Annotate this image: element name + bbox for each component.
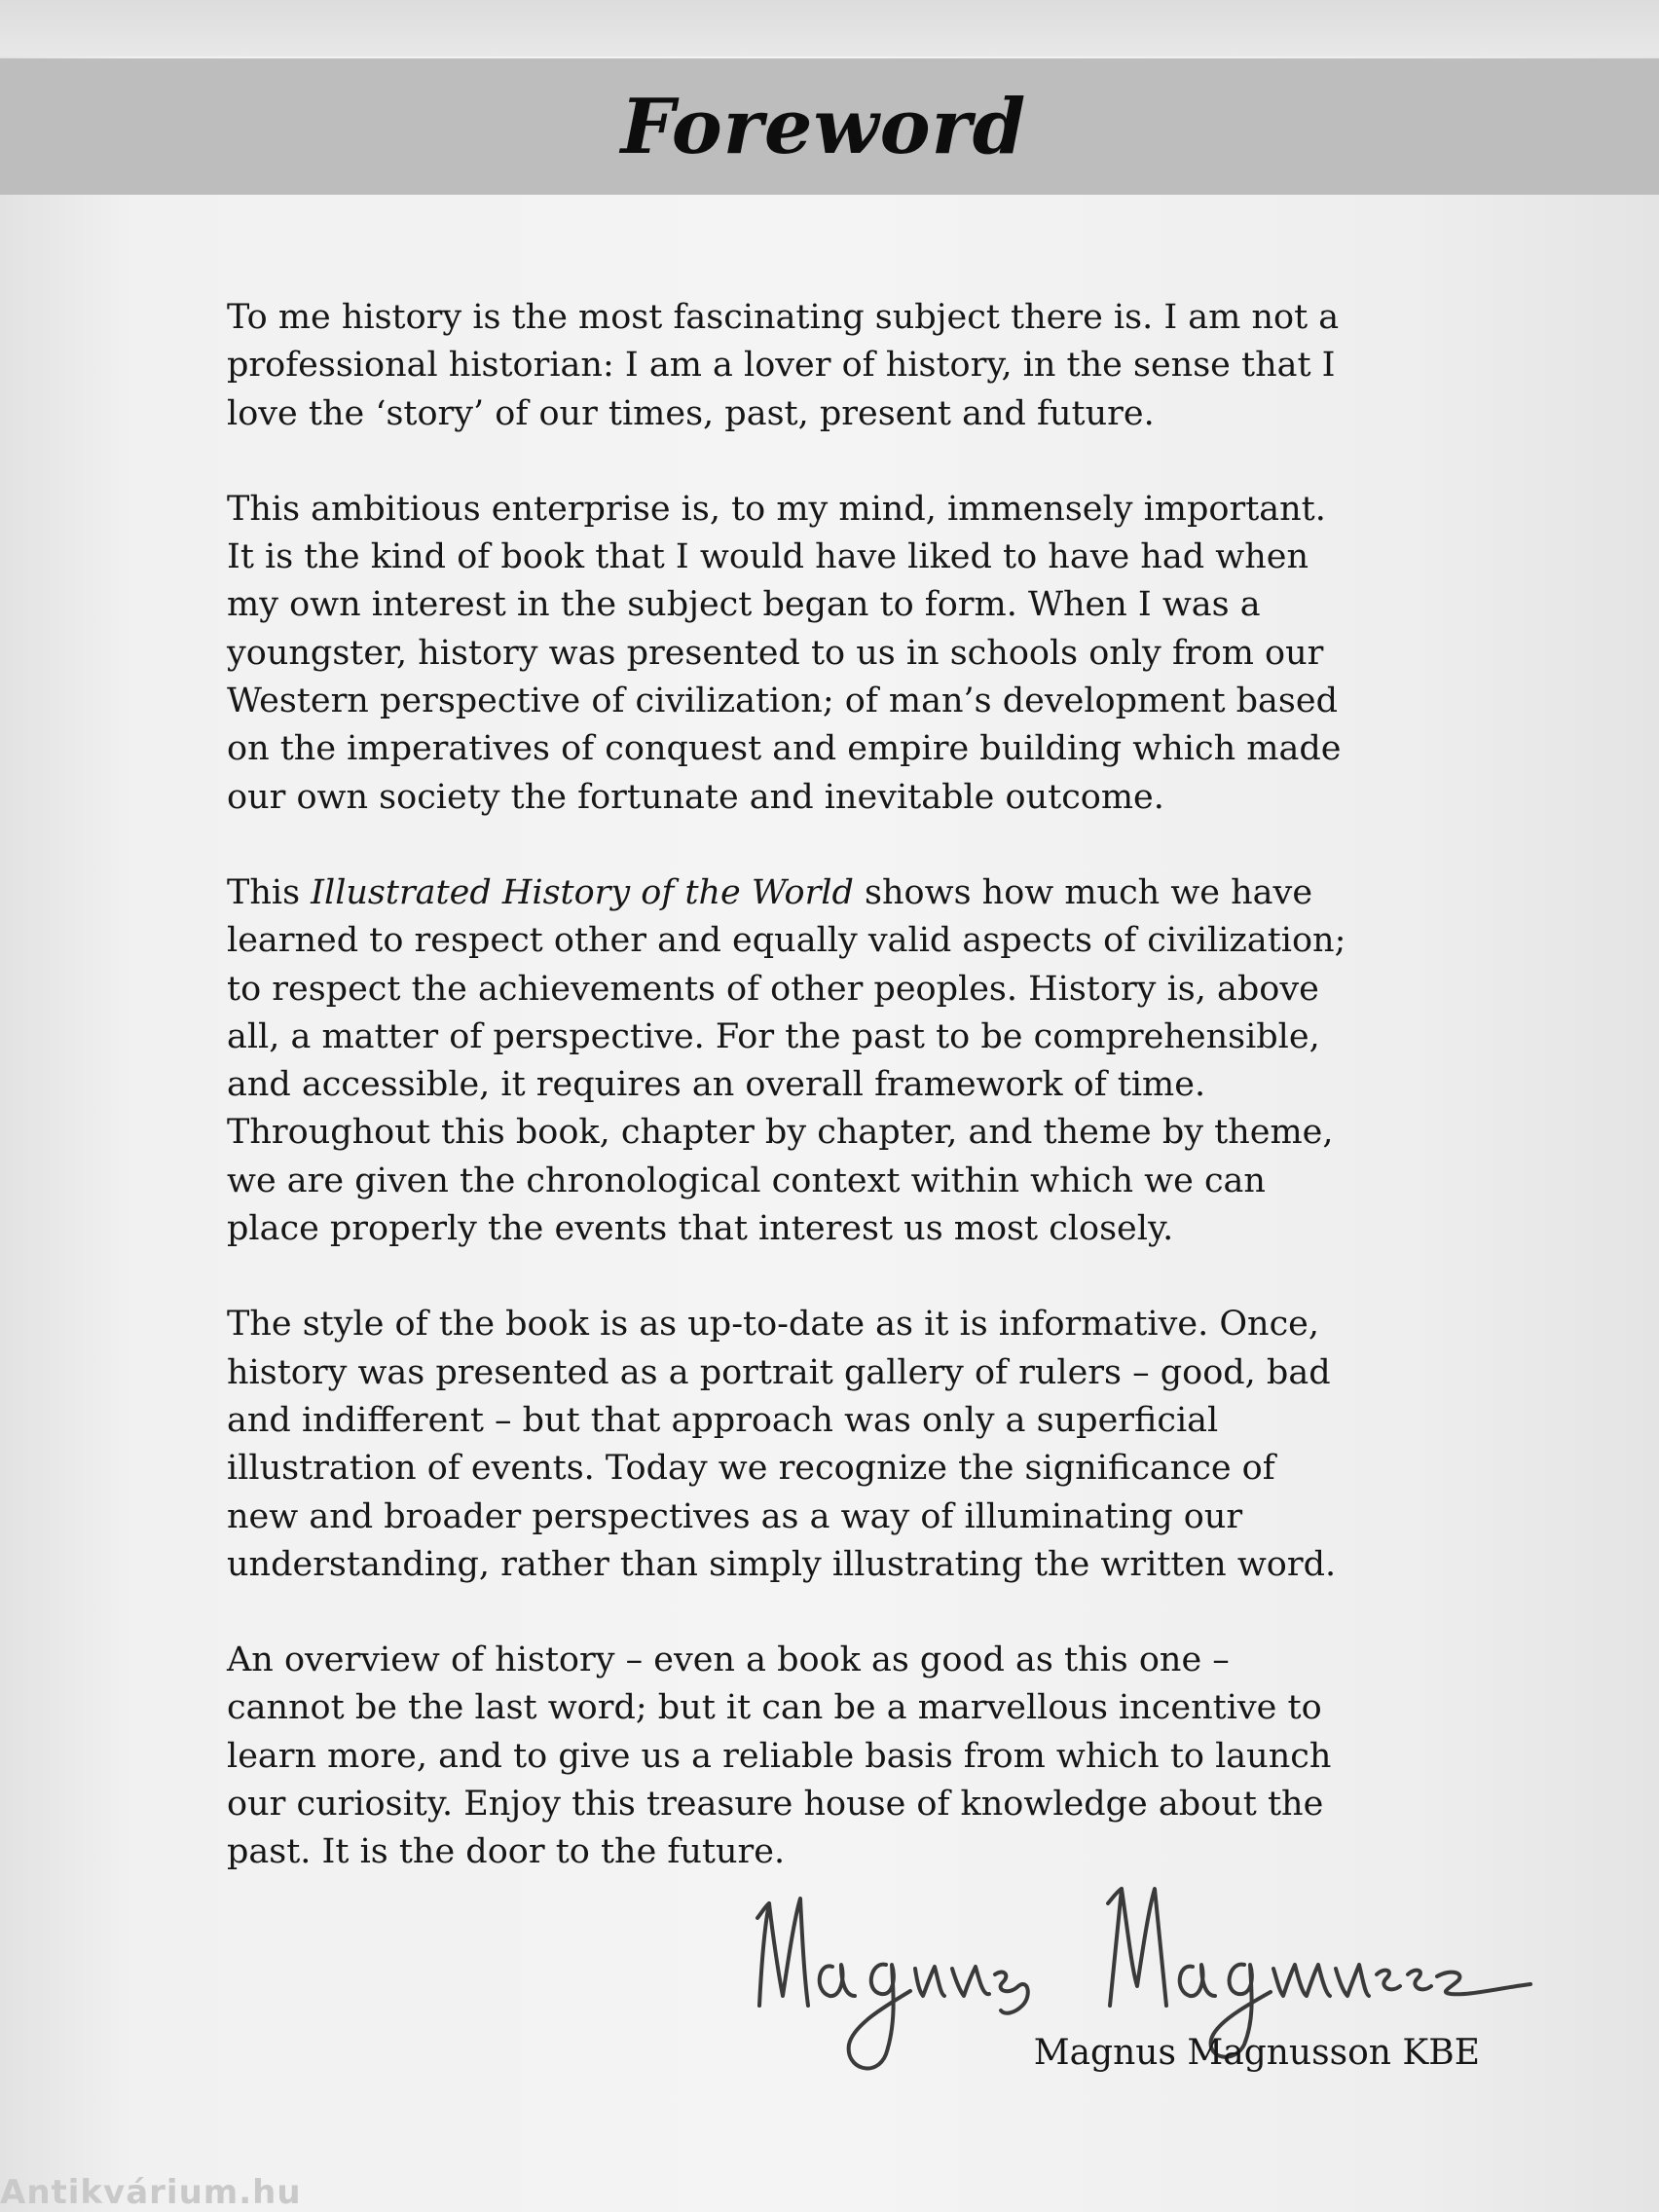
top-margin [0,0,1659,56]
book-title-italic: Illustrated History of the World [311,872,854,912]
paragraph-3-after: shows how much we have learned to respect other and equally valid aspects of civilization; to respect the achievements of other peoples. History is, above all, a matter of perspective. For the past to be comprehensible, and accessible, it requires an overall framework of time. Throughout this book, chapter by chapter, and theme by theme, we are given the chronological context within which we can place properly the events that interest us most closely. [227,872,1346,1249]
paragraph-1: To me history is the most fascinating subject there is. I am not a professional historian: I am a lover of history, in the sense that I love the ‘story’ of our times, past, present and future. [227,298,1340,433]
paragraph-3 [227,869,1493,1253]
page-title: Foreword [620,82,1027,171]
paragraph-5: An overview of history – even a book as good as this one – cannot be the last word; but it can be a marvellous incentive to learn more, and to give us a reliable basis from which to launch our curiosity. Enjoy this treasure house of knowledge about the past. It is the door to the future. [227,1641,1332,1872]
watermark: Antikvárium.hu [0,2173,302,2212]
paragraph-2: This ambitious enterprise is, to my mind, immensely important. It is the kind of book that I would have liked to have had when my own interest in the subject began to form. When I was a youngster, history was presented to us in schools only from our Western perspective of civilization; of man’s development based on the imperatives of conquest and empire building which made our own society the fortunate and inevitable outcome. [227,489,1342,817]
paragraph-3-before: This [227,872,312,912]
paragraph-4: The style of the book is as up-to-date as it is informative. Once, history was presented as a portrait gallery of rulers – good, bad and indifferent – but that approach was only a superficial illustration of events. Today we recognize the significance of new and broader perspectives as a way of illuminating our understanding, rather than simply illustrating the written word. [227,1305,1337,1584]
foreword-body [227,294,1493,1925]
author-name: Magnus Magnusson KBE [1033,2033,1480,2073]
title-band [0,58,1659,195]
